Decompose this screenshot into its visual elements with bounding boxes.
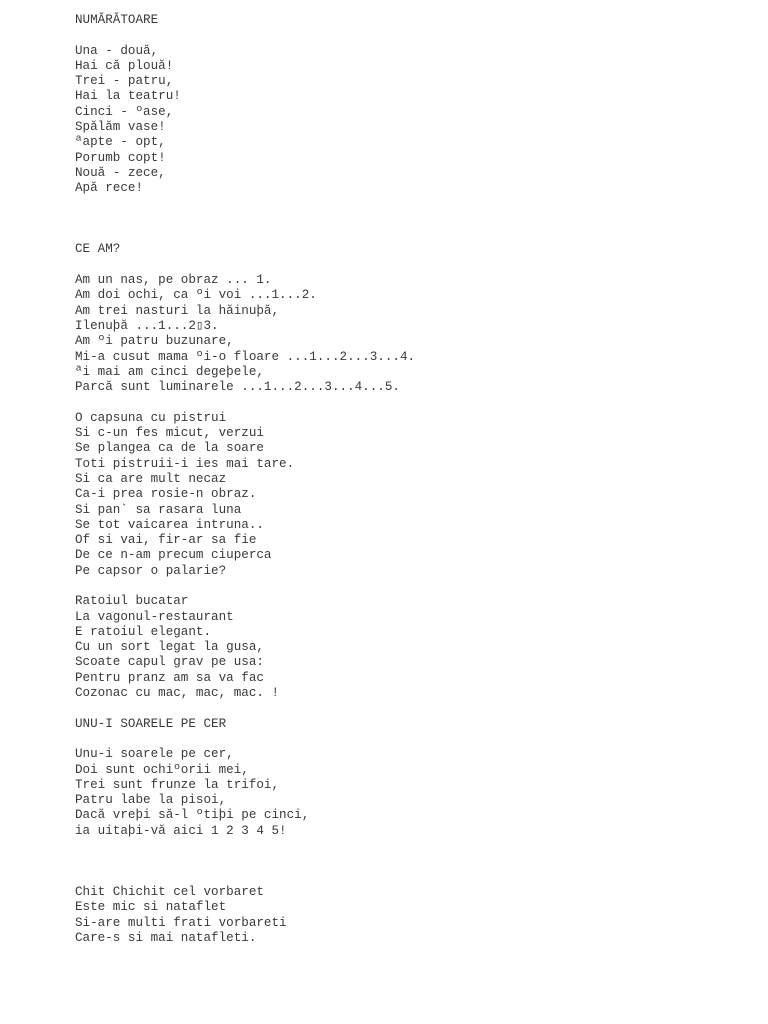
poem-line: Care-s si mai natafleti. [75, 930, 257, 945]
poem-line: La vagonul-restaurant [75, 609, 234, 624]
poem-line: E ratoiul elegant. [75, 624, 212, 639]
poem-line: Si-are multi frati vorbareti [75, 915, 287, 930]
poem-line: Cu un sort legat la gusa, [75, 640, 264, 655]
poem-line: Una - două, [75, 43, 159, 58]
poem-line: Mi-a cusut mama ºi-o floare ...1...2...3...4. [75, 349, 416, 364]
poem-line: Se tot vaicarea intruna.. [75, 517, 264, 532]
poem-line: Si pan` sa rasara luna [75, 502, 242, 517]
poem-line: Dacă vreþi să-l ºtiþi pe cinci, [75, 808, 310, 823]
poem-line: Ilenuþă ...1...2▯3. [75, 318, 219, 333]
poem-line: Ratoiul bucatar [75, 594, 189, 609]
poem-line: Se plangea ca de la soare [75, 441, 264, 456]
poem-line: O capsuna cu pistrui [75, 410, 227, 425]
poem-chit-chichit [75, 885, 755, 946]
poem-line: Pentru pranz am sa va fac [75, 670, 264, 685]
poem-line: Cozonac cu mac, mac, mac. ! [75, 686, 280, 701]
poem-line: ªi mai am cinci degeþele, [75, 364, 264, 379]
poem-line: Doi sunt ochiºorii mei, [75, 762, 249, 777]
poem-line: Chit Chichit cel vorbaret [75, 884, 264, 899]
poem-line: Unu-i soarele pe cer, [75, 747, 234, 762]
poem-line: Hai la teatru! [75, 89, 181, 104]
poem-line: Am ºi patru buzunare, [75, 334, 234, 349]
poem-line: Patru labe la pisoi, [75, 793, 227, 808]
poem-line: Si ca are mult necaz [75, 471, 227, 486]
poem-line: Am un nas, pe obraz ... 1. [75, 273, 272, 288]
poem-line: Cinci - ºase, [75, 104, 174, 119]
document-page [75, 13, 755, 946]
poem-line: Apă rece! [75, 181, 144, 196]
poem-line: Si c-un fes micut, verzui [75, 426, 264, 441]
poem-line: Hai că plouă! [75, 58, 174, 73]
poem-line: Scoate capul grav pe usa: [75, 655, 264, 670]
poem-line: Nouă - zece, [75, 165, 166, 180]
poem-line: Trei sunt frunze la trifoi, [75, 777, 280, 792]
poem-line: Am trei nasturi la hăinuþă, [75, 303, 280, 318]
poem-line: Porumb copt! [75, 150, 166, 165]
poem-title: UNU-I SOARELE PE CER [75, 716, 227, 731]
poem-line: Trei - patru, [75, 74, 174, 89]
poem-line: ªapte - opt, [75, 135, 166, 150]
poem-line: Am doi ochi, ca ºi voi ...1...2. [75, 288, 317, 303]
poem-ratoiul [75, 594, 755, 701]
poem-unu-i-soarele [75, 717, 755, 839]
poem-line: Pe capsor o palarie? [75, 563, 227, 578]
poem-line: De ce n-am precum ciuperca [75, 548, 272, 563]
poem-numaratoare [75, 13, 755, 197]
poem-line: Este mic si nataflet [75, 900, 227, 915]
poem-line: Of si vai, fir-ar sa fie [75, 533, 257, 548]
poem-line: Toti pistruii-i ies mai tare. [75, 456, 295, 471]
poem-capsuna [75, 411, 755, 579]
poem-title: NUMĂRĂTOARE [75, 13, 159, 27]
poem-line: Parcă sunt luminarele ...1...2...3...4...5. [75, 380, 400, 395]
poem-line: Spălăm vase! [75, 120, 166, 135]
poem-line: Ca-i prea rosie-n obraz. [75, 487, 257, 502]
poem-title: CE AM? [75, 242, 121, 257]
poem-line: ia uitaþi-vă aici 1 2 3 4 5! [75, 823, 287, 838]
poem-ce-am [75, 242, 755, 395]
